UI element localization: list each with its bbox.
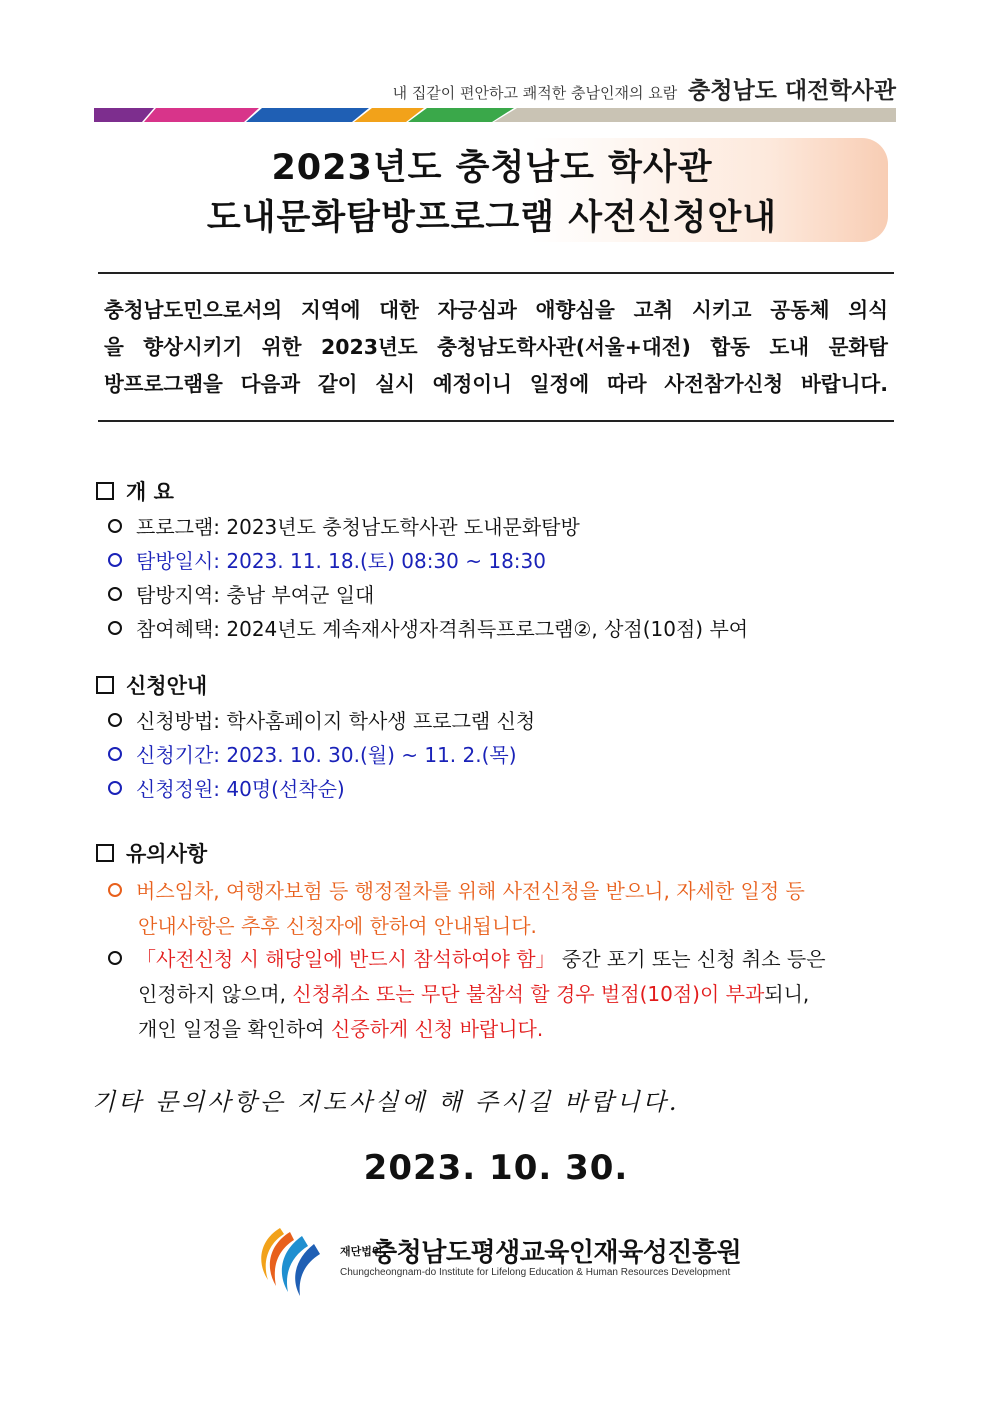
overview-program: 프로그램: 2023년도 충청남도학사관 도내문화탐방	[136, 515, 580, 539]
org-name: 충청남도평생교육인재육성진흥원	[372, 1238, 742, 1268]
intro-line-1: 충청남도민으로서의 지역에 대한 자긍심과 애향심을 고취 시키고 공동체 의식	[104, 298, 888, 322]
note-2-emphasis: 「사전신청 시 해당일에 반드시 참석하여야 함」	[136, 947, 556, 971]
list-item	[108, 510, 580, 544]
note-2-text: 되니,	[764, 982, 810, 1006]
overview-benefit: 참여혜택: 2024년도 계속재사생자격취득프로그램②, 상점(10점) 부여	[136, 617, 749, 641]
note-1	[108, 874, 898, 944]
circle-bullet-icon	[108, 747, 122, 761]
organization-footer	[340, 1232, 741, 1278]
list-item	[108, 578, 374, 612]
note-1-line-1: 버스임차, 여행자보험 등 행정절차를 위해 사전신청을 받으니, 자세한 일정 등	[136, 879, 805, 903]
header-slogan	[393, 72, 896, 105]
section-overview-heading	[96, 476, 174, 506]
circle-bullet-icon	[108, 713, 122, 727]
list-item	[108, 704, 535, 738]
note-2-text: 인정하지 않으며,	[138, 982, 293, 1006]
intro-box	[98, 272, 894, 422]
section-application-heading	[96, 670, 207, 700]
note-2-caution: 신중하게 신청 바랍니다.	[330, 1017, 544, 1041]
header-stripe	[94, 108, 896, 122]
application-capacity: 신청정원: 40명(선착순)	[136, 777, 345, 801]
checkbox-square-icon	[96, 676, 114, 694]
title-line-1: 2023년도 충청남도 학사관	[271, 148, 713, 188]
overview-date: 탐방일시: 2023. 11. 18.(토) 08:30 ~ 18:30	[136, 549, 546, 573]
slogan-text: 내 집같이 편안하고 쾌적한 충남인재의 요람	[392, 84, 678, 102]
org-english-name: Chungcheongnam-do Institute for Lifelong Education & Human Resources Development	[340, 1267, 731, 1278]
application-period: 신청기간: 2023. 10. 30.(월) ~ 11. 2.(목)	[136, 743, 517, 767]
circle-bullet-icon	[108, 951, 122, 965]
note-1-line-2: 안내사항은 추후 신청자에 한하여 안내됩니다.	[138, 914, 537, 938]
intro-line-2: 을 향상시키기 위한 2023년도 충청남도학사관(서울+대전) 합동 도내 문화탐	[104, 335, 888, 359]
note-2-penalty: 신청취소 또는 무단 불참석 할 경우 벌점(10점)이 부과	[292, 982, 765, 1006]
document-date: 2023. 10. 30.	[363, 1148, 629, 1188]
circle-bullet-icon	[108, 587, 122, 601]
section-application-title: 신청안내	[126, 674, 208, 698]
checkbox-square-icon	[96, 482, 114, 500]
section-notes-heading	[96, 838, 207, 868]
organization-logo-icon	[250, 1222, 328, 1300]
section-overview-title: 개 요	[126, 480, 174, 504]
circle-bullet-icon	[108, 621, 122, 635]
title-line-2: 도내문화탐방프로그램 사전신청안내	[206, 198, 778, 238]
brand-name: 충청남도 대전학사관	[688, 78, 896, 104]
closing-note: 기타 문의사항은 지도사실에 해 주시길 바랍니다.	[92, 1088, 680, 1116]
section-notes-title: 유의사항	[126, 842, 208, 866]
note-2-text: 중간 포기 또는 신청 취소 등은	[555, 947, 826, 971]
intro-line-3: 방프로그램을 다음과 같이 실시 예정이니 일정에 따라 사전참가신청 바랍니다.	[104, 372, 888, 396]
list-item	[108, 772, 345, 806]
note-2-text: 개인 일정을 확인하여	[138, 1017, 331, 1041]
application-method: 신청방법: 학사홈페이지 학사생 프로그램 신청	[136, 709, 536, 733]
org-prefix: 재단법인	[340, 1245, 383, 1258]
overview-region: 탐방지역: 충남 부여군 일대	[136, 583, 375, 607]
note-2	[108, 942, 898, 1047]
list-item	[108, 544, 546, 578]
checkbox-square-icon	[96, 844, 114, 862]
list-item	[108, 738, 517, 772]
circle-bullet-icon	[108, 781, 122, 795]
circle-bullet-icon	[108, 519, 122, 533]
circle-bullet-icon	[108, 553, 122, 567]
list-item	[108, 612, 748, 646]
circle-bullet-icon	[108, 883, 122, 897]
